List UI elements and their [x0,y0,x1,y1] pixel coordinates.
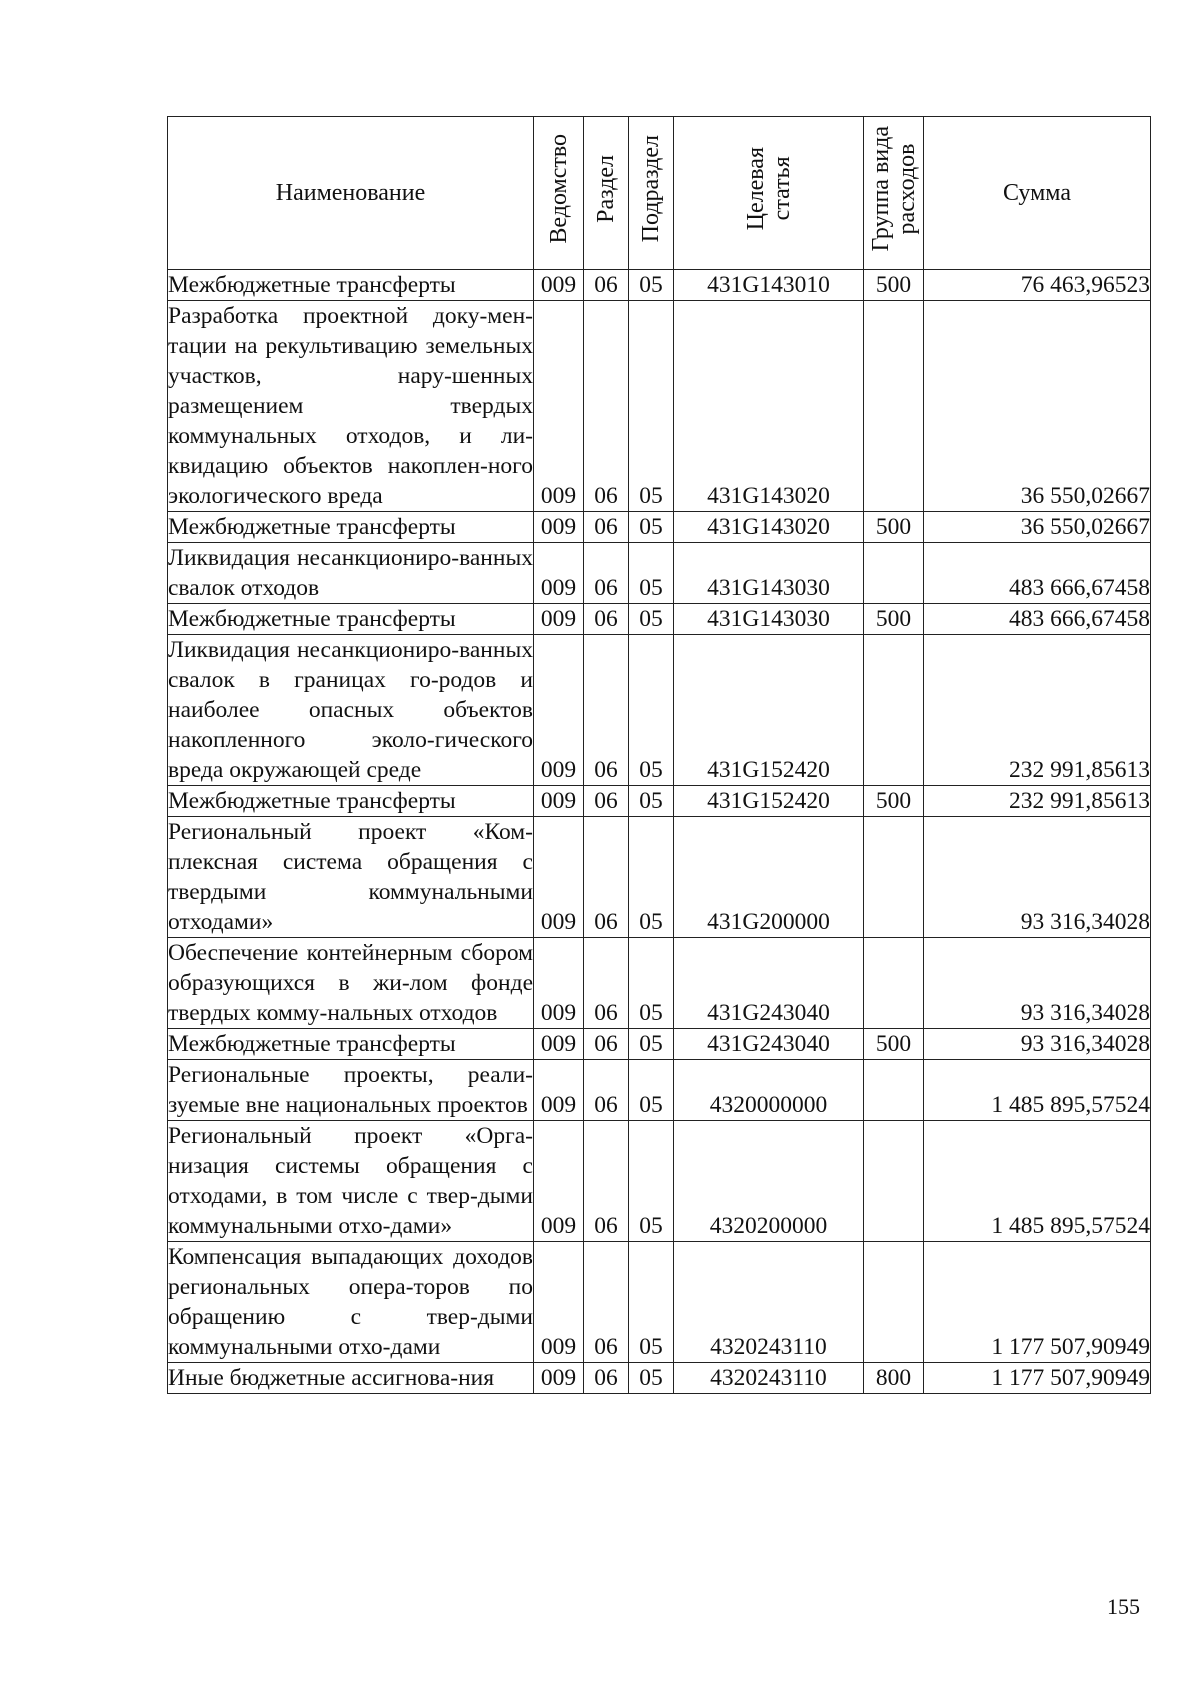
row-ministry: 009 [534,604,584,635]
row-sum: 36 550,02667 [924,512,1151,543]
table-row [168,301,1151,512]
row-sum: 1 485 895,57524 [924,1060,1151,1121]
row-sum: 93 316,34028 [924,817,1151,938]
row-section: 06 [584,1029,629,1060]
row-expense-group [864,817,924,938]
row-expense-group: 500 [864,1029,924,1060]
row-subsection: 05 [629,1121,674,1242]
row-target-article: 431G143010 [674,270,864,301]
row-target-article: 431G152420 [674,635,864,786]
row-expense-group: 800 [864,1363,924,1394]
row-expense-group: 500 [864,270,924,301]
row-section: 06 [584,1363,629,1394]
row-target-article: 4320200000 [674,1121,864,1242]
header-sum: Сумма [924,117,1151,270]
header-section: Раздел [584,117,629,270]
row-sum: 483 666,67458 [924,543,1151,604]
row-name: Компенсация выпадающих доходов региональных опера-торов по обращению с твер-дыми коммунальными отхо-дами [168,1242,534,1363]
row-sum: 483 666,67458 [924,604,1151,635]
row-ministry: 009 [534,1060,584,1121]
row-target-article: 431G143030 [674,604,864,635]
table-row [168,1029,1151,1060]
row-ministry: 009 [534,1363,584,1394]
row-subsection: 05 [629,301,674,512]
row-sum: 1 485 895,57524 [924,1121,1151,1242]
row-sum: 93 316,34028 [924,1029,1151,1060]
row-ministry: 009 [534,635,584,786]
row-target-article: 4320000000 [674,1060,864,1121]
row-target-article: 4320243110 [674,1363,864,1394]
row-name: Обеспечение контейнерным сбором образующихся в жи-лом фонде твердых комму-нальных отходов [168,938,534,1029]
row-subsection: 05 [629,938,674,1029]
row-ministry: 009 [534,817,584,938]
row-sum: 1 177 507,90949 [924,1363,1151,1394]
table-row [168,270,1151,301]
row-sum: 1 177 507,90949 [924,1242,1151,1363]
row-expense-group [864,301,924,512]
row-section: 06 [584,635,629,786]
row-section: 06 [584,543,629,604]
row-ministry: 009 [534,1029,584,1060]
row-ministry: 009 [534,1121,584,1242]
row-target-article: 431G243040 [674,938,864,1029]
row-section: 06 [584,512,629,543]
row-expense-group [864,938,924,1029]
row-name: Иные бюджетные ассигнова-ния [168,1363,534,1394]
table-row [168,635,1151,786]
table-header-row [168,117,1151,270]
row-name: Региональные проекты, реали-зуемые вне национальных проектов [168,1060,534,1121]
row-ministry: 009 [534,270,584,301]
row-name: Региональный проект «Орга-низация системы обращения с отходами, в том числе с твер-дыми коммунальными отхо-дами» [168,1121,534,1242]
header-ministry: Ведомство [534,117,584,270]
row-sum: 93 316,34028 [924,938,1151,1029]
row-subsection: 05 [629,1060,674,1121]
row-section: 06 [584,1121,629,1242]
row-ministry: 009 [534,1242,584,1363]
row-sum: 232 991,85613 [924,635,1151,786]
row-target-article: 431G143020 [674,512,864,543]
row-expense-group [864,543,924,604]
row-section: 06 [584,1242,629,1363]
budget-table [167,116,1151,1394]
row-subsection: 05 [629,270,674,301]
header-target-article: Целевая статья [674,117,864,270]
row-name: Разработка проектной доку-ментации на рекультивацию земельных участков, нару-шенных размещением твердых коммунальных отходов, и ли-квидацию объектов накоплен-ного экологического вреда [168,301,534,512]
row-sum: 76 463,96523 [924,270,1151,301]
row-ministry: 009 [534,543,584,604]
row-ministry: 009 [534,938,584,1029]
row-expense-group [864,635,924,786]
table-row [168,786,1151,817]
row-section: 06 [584,604,629,635]
row-section: 06 [584,817,629,938]
row-target-article: 431G143020 [674,301,864,512]
row-subsection: 05 [629,1029,674,1060]
table-row [168,817,1151,938]
header-expense-group: Группа вида расходов [864,117,924,270]
row-expense-group: 500 [864,786,924,817]
row-name: Ликвидация несанкциониро-ванных свалок отходов [168,543,534,604]
row-ministry: 009 [534,512,584,543]
header-subsection: Подраздел [629,117,674,270]
row-subsection: 05 [629,1242,674,1363]
row-section: 06 [584,301,629,512]
table-row [168,1242,1151,1363]
row-target-article: 431G243040 [674,1029,864,1060]
row-section: 06 [584,270,629,301]
row-section: 06 [584,786,629,817]
table-row [168,1060,1151,1121]
row-expense-group [864,1121,924,1242]
row-subsection: 05 [629,786,674,817]
row-name: Межбюджетные трансферты [168,604,534,635]
table-row [168,512,1151,543]
row-expense-group [864,1060,924,1121]
table-body [168,270,1151,1394]
page-number: 155 [1107,1594,1140,1619]
row-name: Межбюджетные трансферты [168,512,534,543]
row-name: Межбюджетные трансферты [168,1029,534,1060]
row-subsection: 05 [629,1363,674,1394]
row-expense-group: 500 [864,604,924,635]
row-expense-group: 500 [864,512,924,543]
header-name: Наименование [168,117,534,270]
row-subsection: 05 [629,604,674,635]
row-target-article: 431G200000 [674,817,864,938]
row-target-article: 431G143030 [674,543,864,604]
row-sum: 232 991,85613 [924,786,1151,817]
row-name: Межбюджетные трансферты [168,786,534,817]
row-name: Региональный проект «Ком-плексная система обращения с твердыми коммунальными отходами» [168,817,534,938]
table-row [168,604,1151,635]
row-sum: 36 550,02667 [924,301,1151,512]
row-subsection: 05 [629,817,674,938]
table-row [168,1121,1151,1242]
row-target-article: 431G152420 [674,786,864,817]
table-row [168,1363,1151,1394]
row-subsection: 05 [629,512,674,543]
row-section: 06 [584,1060,629,1121]
table-row [168,938,1151,1029]
row-section: 06 [584,938,629,1029]
row-target-article: 4320243110 [674,1242,864,1363]
row-ministry: 009 [534,301,584,512]
row-name: Межбюджетные трансферты [168,270,534,301]
table-row [168,543,1151,604]
row-expense-group [864,1242,924,1363]
row-ministry: 009 [534,786,584,817]
row-subsection: 05 [629,635,674,786]
row-subsection: 05 [629,543,674,604]
row-name: Ликвидация несанкциониро-ванных свалок в границах го-родов и наиболее опасных объектов накопленного эколо-гического вреда окружающей среде [168,635,534,786]
